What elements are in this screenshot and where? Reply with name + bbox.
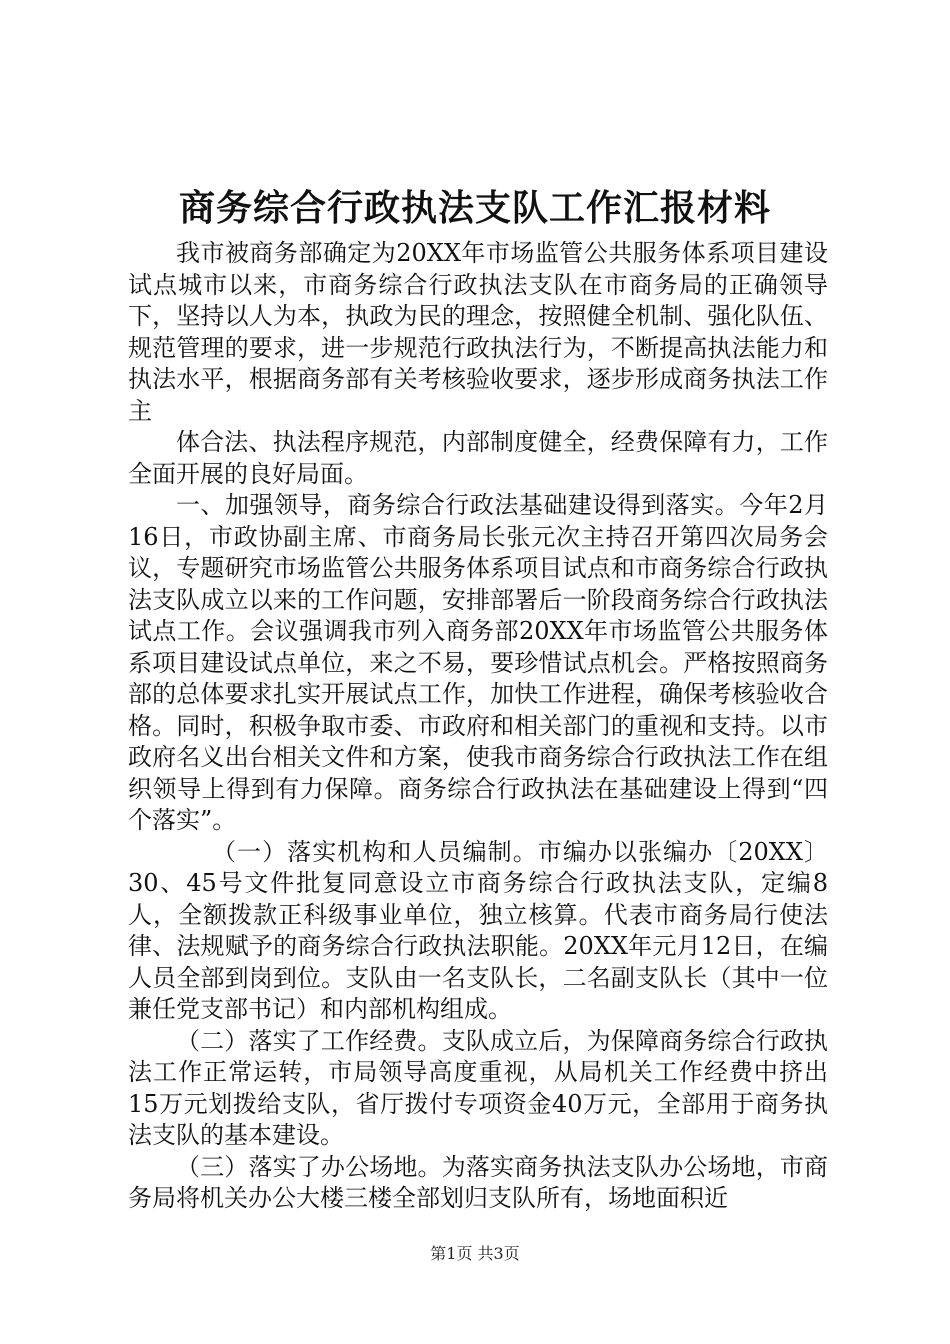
page-footer: 第1页 共3页 bbox=[430, 1244, 520, 1263]
paragraph-intro-continued: 体合法、执法程序规范，内部制度健全，经费保障有力，工作全面开展的良好局面。 bbox=[128, 428, 828, 488]
document-body bbox=[128, 238, 828, 1215]
paragraph-item-one: （一）落实机构和人员编制。市编办以张编办〔20XX〕30、45号文件批复同意设立市商务综合行政执法支队，定编8人，全额拨款正科级事业单位，独立核算。代表市商务局行使法律、法规赋予的商务综合行政执法职能。20XX年元月12日，在编人员全部到岗到位。支队由一名支队长，二名副支队长（其中一位兼任党支部书记）和内部机构组成。 bbox=[128, 837, 828, 1023]
paragraph-section-one: 一、加强领导，商务综合行政法基础建设得到落实。今年2月16日，市政协副主席、市商务局长张元次主持召开第四次局务会议，专题研究市场监管公共服务体系项目试点和市商务综合行政执法支队成立以来的工作问题，安排部署后一阶段商务综合行政执法试点工作。会议强调我市列入商务部20XX年市场监管公共服务体系项目建设试点单位，来之不易，要珍惜试点机会。严格按照商务部的总体要求扎实开展试点工作，加快工作进程，确保考核验收合格。同时，积极争取市委、市政府和相关部门的重视和支持。以市政府名义出台相关文件和方案，使我市商务综合行政执法工作在组织领导上得到有力保障。商务综合行政执法在基础建设上得到“四个落实”。 bbox=[128, 491, 828, 834]
paragraph-item-three: （三）落实了办公场地。为落实商务执法支队办公场地，市商务局将机关办公大楼三楼全部划归支队所有，场地面积近 bbox=[128, 1152, 828, 1212]
paragraph-intro: 我市被商务部确定为20XX年市场监管公共服务体系项目建设试点城市以来，市商务综合行政执法支队在市商务局的正确领导下，坚持以人为本，执政为民的理念，按照健全机制、强化队伍、规范管理的要求，进一步规范行政执法行为，不断提高执法能力和执法水平，根据商务部有关考核验收要求，逐步形成商务执法工作主 bbox=[128, 239, 828, 425]
paragraph-item-two: （二）落实了工作经费。支队成立后，为保障商务综合行政执法工作正常运转，市局领导高度重视，从局机关工作经费中挤出15万元划拨给支队，省厅拨付专项资金40万元，全部用于商务执法支队的基本建设。 bbox=[128, 1026, 828, 1149]
document-title: 商务综合行政执法支队工作汇报材料 bbox=[178, 187, 771, 229]
